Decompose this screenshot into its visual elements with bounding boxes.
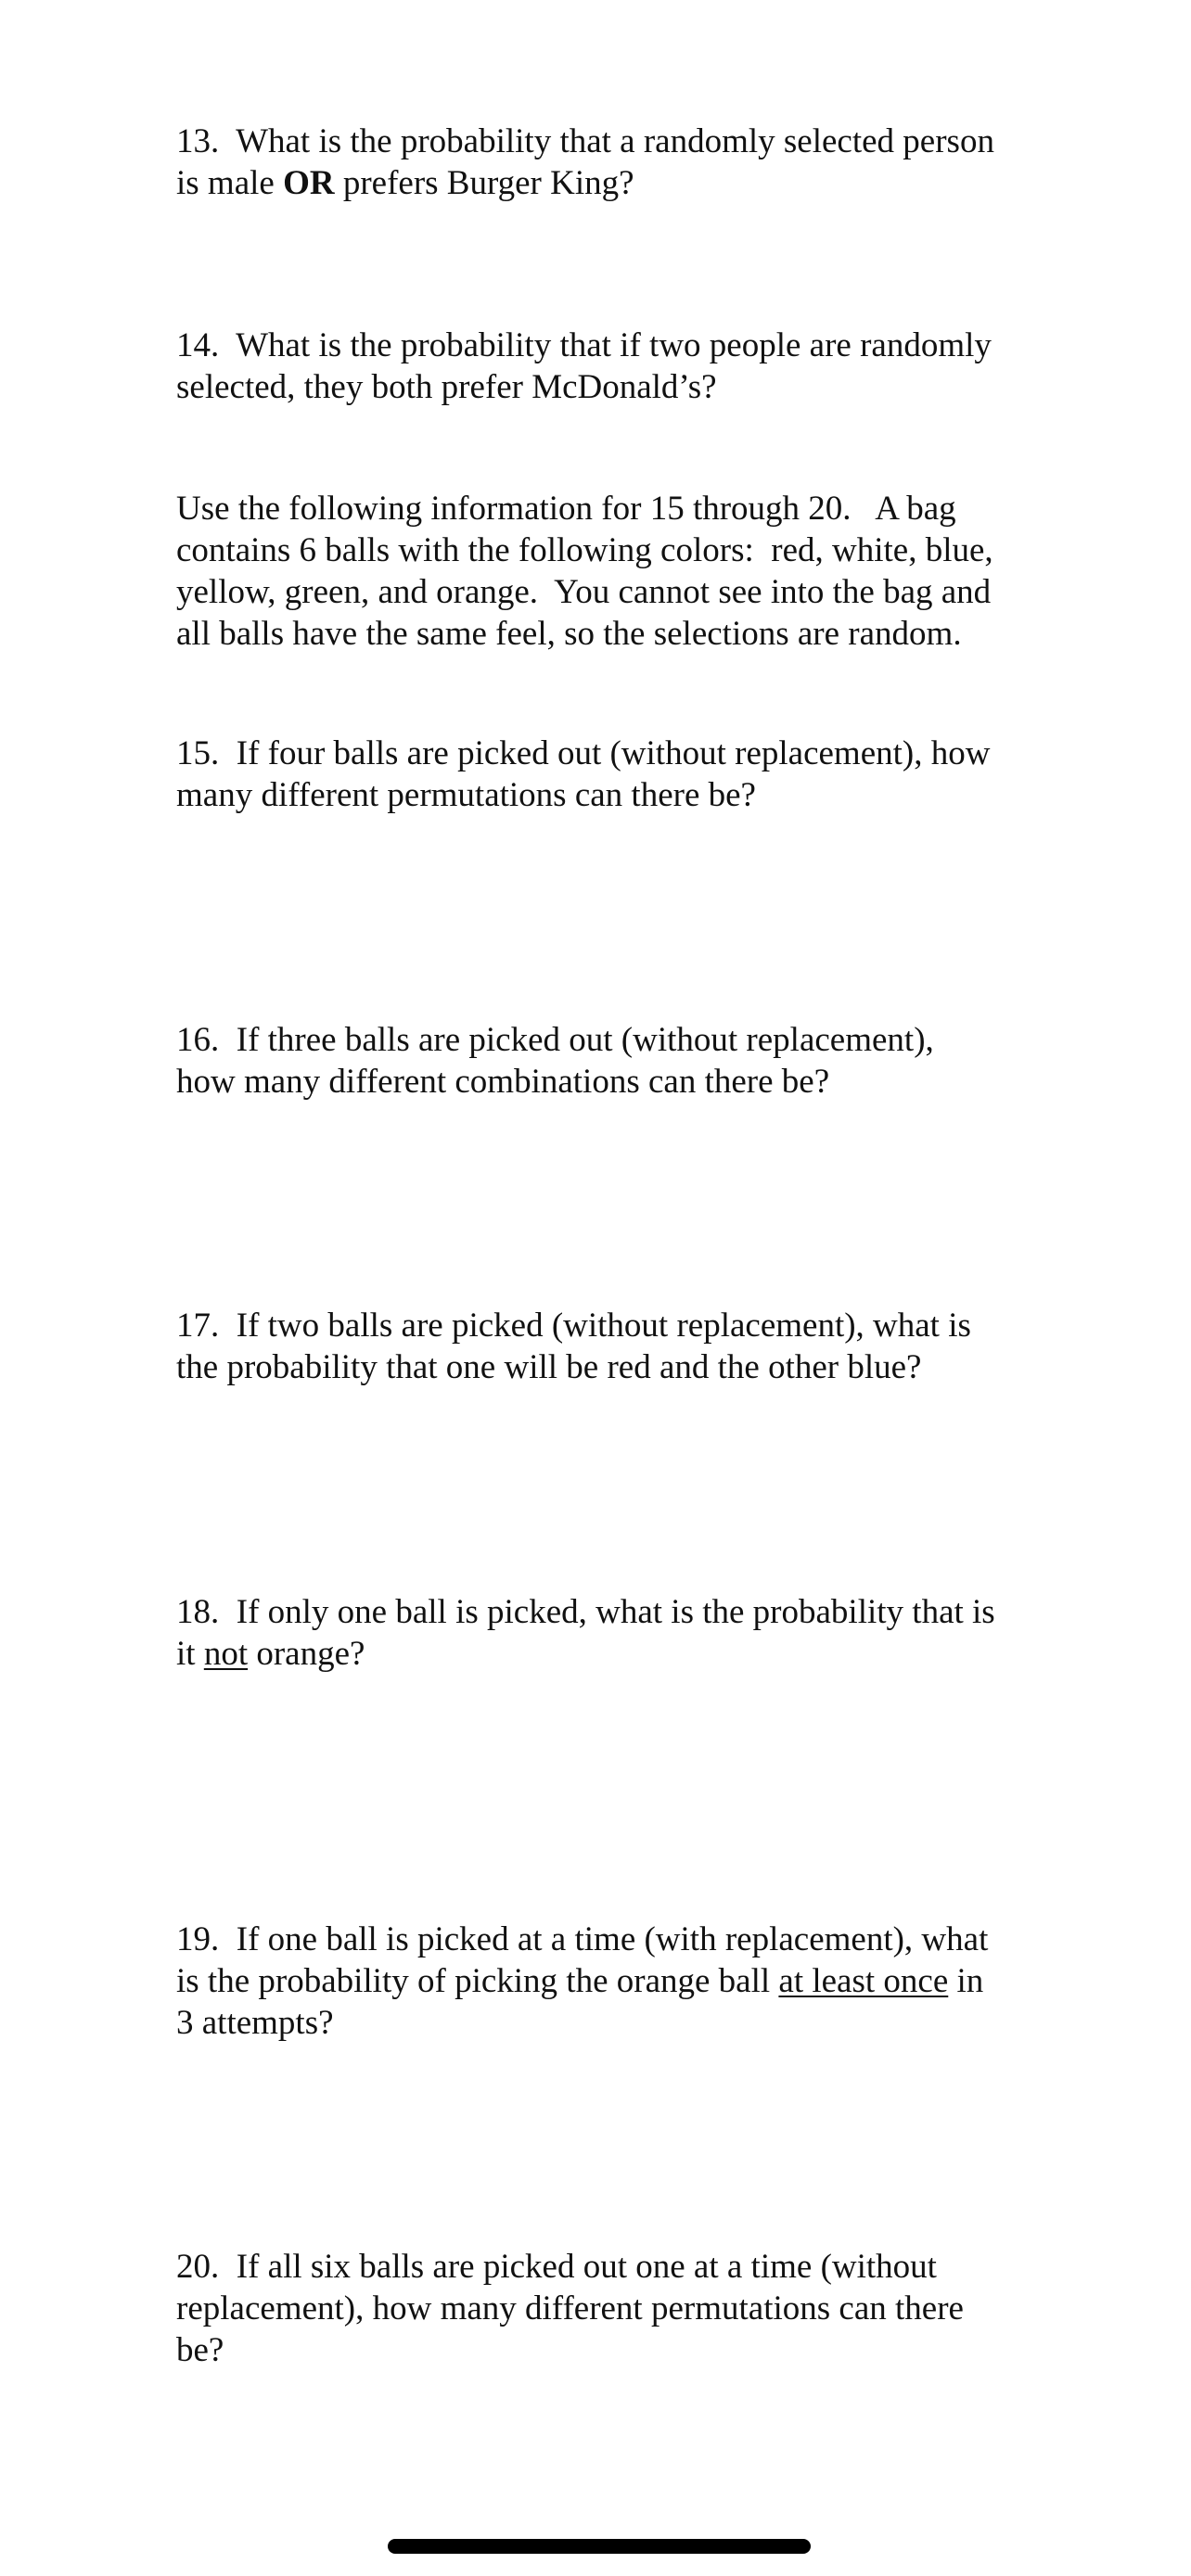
question-20-line-3: be? xyxy=(176,2331,224,2369)
question-20-line-2: replacement), how many different permutations can there xyxy=(176,2289,964,2327)
instructions-line-3: yellow, green, and orange. You cannot see into the bag and xyxy=(176,573,992,611)
question-14-line-2: selected, they both prefer McDonald’s? xyxy=(176,368,717,406)
question-19-text-b: in xyxy=(948,1962,984,2000)
question-16-line-1: 16. If three balls are picked out (without replacement), xyxy=(176,1021,934,1059)
question-15-line-1: 15. If four balls are picked out (without replacement), how xyxy=(176,734,991,772)
question-18 xyxy=(176,1591,1048,1675)
question-19 xyxy=(176,1919,1048,2044)
question-13 xyxy=(176,121,1048,204)
question-19-text-a: is the probability of picking the orange ball xyxy=(176,1962,779,2000)
question-20 xyxy=(176,2246,1048,2371)
question-13-text-b: prefers Burger King? xyxy=(334,164,634,202)
question-16 xyxy=(176,1019,1048,1103)
question-18-line-1: 18. If only one ball is picked, what is the probability that is xyxy=(176,1593,995,1631)
question-17 xyxy=(176,1305,1048,1388)
question-13-line-2 xyxy=(176,162,1048,204)
question-13-line-1: 13. What is the probability that a randomly selected person xyxy=(176,122,994,160)
instructions-paragraph xyxy=(176,488,1048,655)
question-16-line-2: how many different combinations can there be? xyxy=(176,1063,830,1101)
question-15 xyxy=(176,733,1048,816)
home-indicator-bar[interactable] xyxy=(388,2539,811,2554)
question-19-line-2 xyxy=(176,1960,1048,2002)
instructions-line-4: all balls have the same feel, so the selections are random. xyxy=(176,615,962,653)
instructions-line-1: Use the following information for 15 through 20. A bag xyxy=(176,490,956,528)
question-18-text-a: it xyxy=(176,1635,204,1673)
question-17-line-1: 17. If two balls are picked (without replacement), what is xyxy=(176,1307,971,1345)
question-17-line-2: the probability that one will be red and the other blue? xyxy=(176,1348,922,1386)
question-14 xyxy=(176,325,1048,408)
question-14-line-1: 14. What is the probability that if two people are randomly xyxy=(176,326,992,364)
question-13-text-a: is male xyxy=(176,164,284,202)
question-20-line-1: 20. If all six balls are picked out one at a time (without xyxy=(176,2248,937,2286)
instructions-line-2: contains 6 balls with the following colors: red, white, blue, xyxy=(176,531,993,569)
question-15-line-2: many different permutations can there be? xyxy=(176,776,756,814)
question-19-underlined-at-least-once: at least once xyxy=(778,1962,949,2000)
question-18-text-b: orange? xyxy=(248,1635,365,1673)
question-19-line-1: 19. If one ball is picked at a time (with replacement), what xyxy=(176,1920,989,1958)
question-19-line-3: 3 attempts? xyxy=(176,2004,334,2042)
question-18-underlined-not: not xyxy=(203,1635,249,1673)
question-18-line-2 xyxy=(176,1633,1048,1675)
question-13-bold-or: OR xyxy=(283,164,335,202)
